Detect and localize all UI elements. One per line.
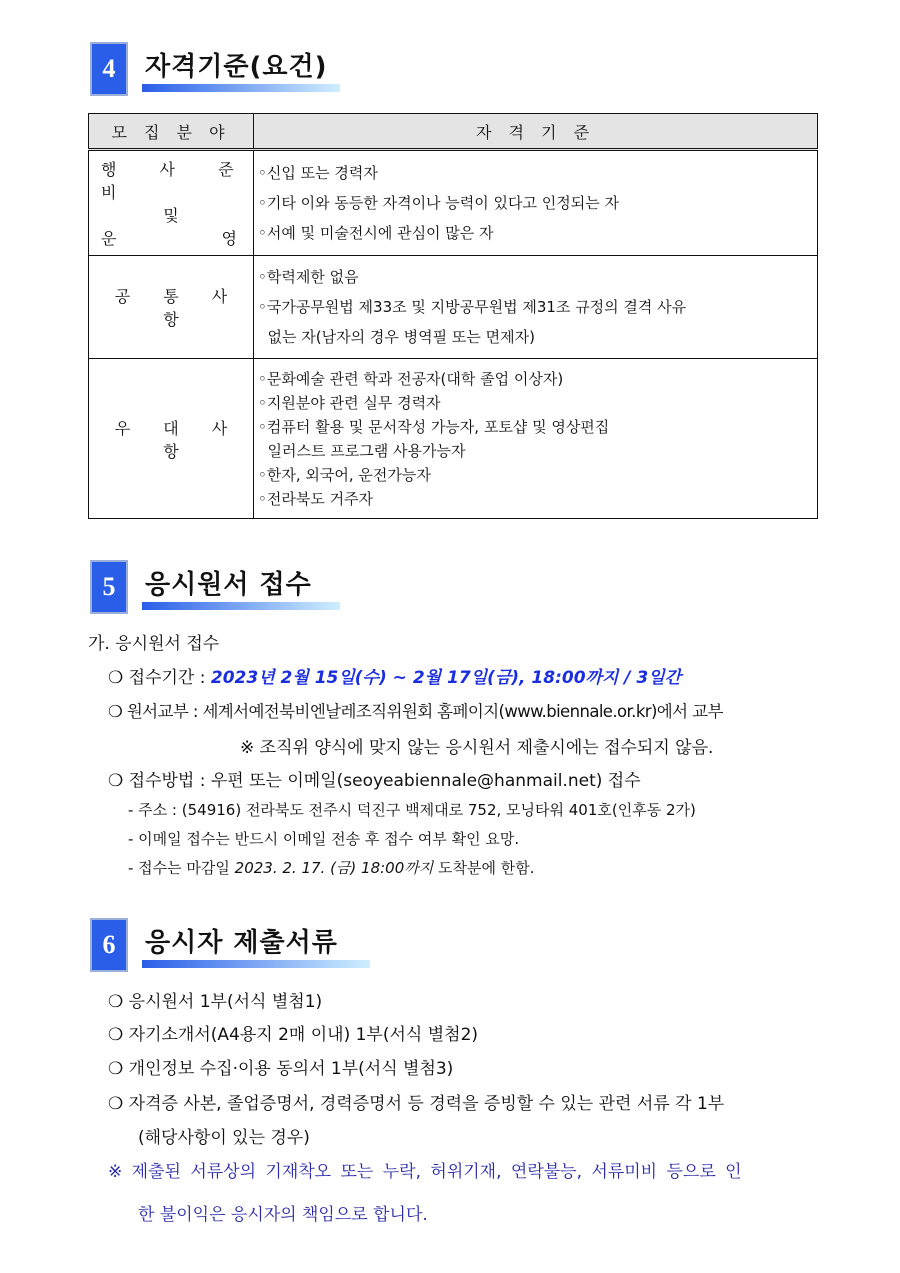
criteria-item: ◦컴퓨터 활용 및 문서작성 가능자, 포토샵 및 영상편집 — [258, 417, 610, 436]
title-underline — [142, 84, 340, 92]
criteria-item: ◦지원분야 관련 실무 경력자 — [258, 393, 441, 412]
document-item: ❍ 자격증 사본, 졸업증명서, 경력증명서 등 경력을 증빙할 수 있는 관련 서류 각 1부 — [108, 1094, 725, 1114]
criteria-item: 일러스트 프로그램 사용가능자 — [258, 441, 466, 460]
criteria-item: ◦기타 이와 동등한 자격이나 능력이 있다고 인정되는 자 — [258, 194, 620, 212]
document-item: ❍ 응시원서 1부(서식 별첨1) — [108, 992, 323, 1012]
section-4-header — [90, 42, 390, 98]
document-item: (해당사항이 있는 경우) — [138, 1128, 310, 1148]
qualification-table — [88, 113, 818, 519]
form-value: 세계서예전북비엔날레조직위원회 홈페이지(www.biennale.or.kr)에서 교부 — [202, 702, 723, 721]
section-title: 자격기준(요건) — [145, 52, 328, 82]
section-6-header — [90, 918, 390, 974]
period-row — [108, 663, 681, 688]
document-item: ❍ 자기소개서(A4용지 2매 이내) 1부(서식 별첨2) — [108, 1025, 479, 1045]
notice-line: 한 불이익은 응시자의 책임으로 합니다. — [138, 1205, 428, 1225]
section-title: 응시자 제출서류 — [145, 928, 338, 958]
criteria-item: ◦국가공무원법 제33조 및 지방공무원법 제31조 규정의 결격 사유 — [258, 298, 687, 316]
label: ❍ 접수방법 : — [108, 771, 206, 791]
criteria-item: 없는 자(남자의 경우 병역필 또는 면제자) — [258, 328, 535, 346]
header-criteria: 자 격 기 준 — [254, 114, 818, 150]
criteria-cell — [254, 256, 818, 359]
criteria-item: ◦신입 또는 경력자 — [258, 164, 378, 182]
section-title: 응시원서 접수 — [145, 570, 312, 600]
section-number: 5 — [90, 560, 128, 614]
field-line: 행 사 준 비 — [101, 160, 234, 202]
email-note: - 이메일 접수는 반드시 이메일 전송 후 접수 여부 확인 요망. — [128, 830, 520, 848]
field-cell: 우 대 사 항 — [89, 359, 254, 519]
address: - 주소 : (54916) 전라북도 전주시 덕진구 백제대로 752, 모닝타워 401호(인후동 2가) — [128, 801, 696, 819]
form-row — [108, 698, 723, 722]
title-underline — [142, 602, 340, 610]
header-field: 모 집 분 야 — [89, 114, 254, 150]
deadline-value: 2023. 2. 17. (금) 18:00까지 — [234, 859, 434, 877]
table-row — [89, 256, 818, 359]
section-number: 6 — [90, 918, 128, 972]
criteria-cell — [254, 359, 818, 519]
subsection-title: 가. 응시원서 접수 — [88, 634, 220, 654]
document-item: ❍ 개인정보 수집·이용 동의서 1부(서식 별첨3) — [108, 1059, 454, 1079]
label: ❍ 접수기간 : — [108, 668, 206, 688]
criteria-item: ◦학력제한 없음 — [258, 268, 359, 286]
table-row — [89, 150, 818, 256]
notice-line: ※ 제출된 서류상의 기재착오 또는 누락, 허위기재, 연락불능, 서류미비 등으로 인 — [108, 1162, 742, 1182]
criteria-cell — [254, 150, 818, 256]
criteria-item: ◦문화예술 관련 학과 전공자(대학 졸업 이상자) — [258, 369, 564, 388]
section-5-header — [90, 560, 390, 616]
section-number: 4 — [90, 42, 128, 96]
title-underline — [142, 960, 370, 968]
method-value: 우편 또는 이메일(seoyeabiennale@hanmail.net) 접수 — [210, 771, 641, 791]
form-note: ※ 조직위 양식에 맞지 않는 응시원서 제출시에는 접수되지 않음. — [240, 738, 714, 758]
criteria-item: ◦전라북도 거주자 — [258, 489, 374, 508]
table-row — [89, 359, 818, 519]
deadline: - 접수는 마감일 2023. 2. 17. (금) 18:00까지 도착분에 한함. — [128, 859, 535, 877]
period-value: 2023년 2월 15일(수) ~ 2월 17일(금), 18:00까지 / 3일간 — [210, 668, 682, 688]
method-row — [108, 766, 641, 791]
criteria-item: ◦서예 및 미술전시에 관심이 많은 자 — [258, 224, 494, 242]
label: ❍ 원서교부 : — [108, 702, 198, 721]
criteria-item: ◦한자, 외국어, 운전가능자 — [258, 465, 431, 484]
field-cell — [89, 150, 254, 256]
field-line: 및 — [163, 206, 179, 225]
field-line: 운 영 — [101, 229, 237, 248]
field-cell: 공 통 사 항 — [89, 256, 254, 359]
